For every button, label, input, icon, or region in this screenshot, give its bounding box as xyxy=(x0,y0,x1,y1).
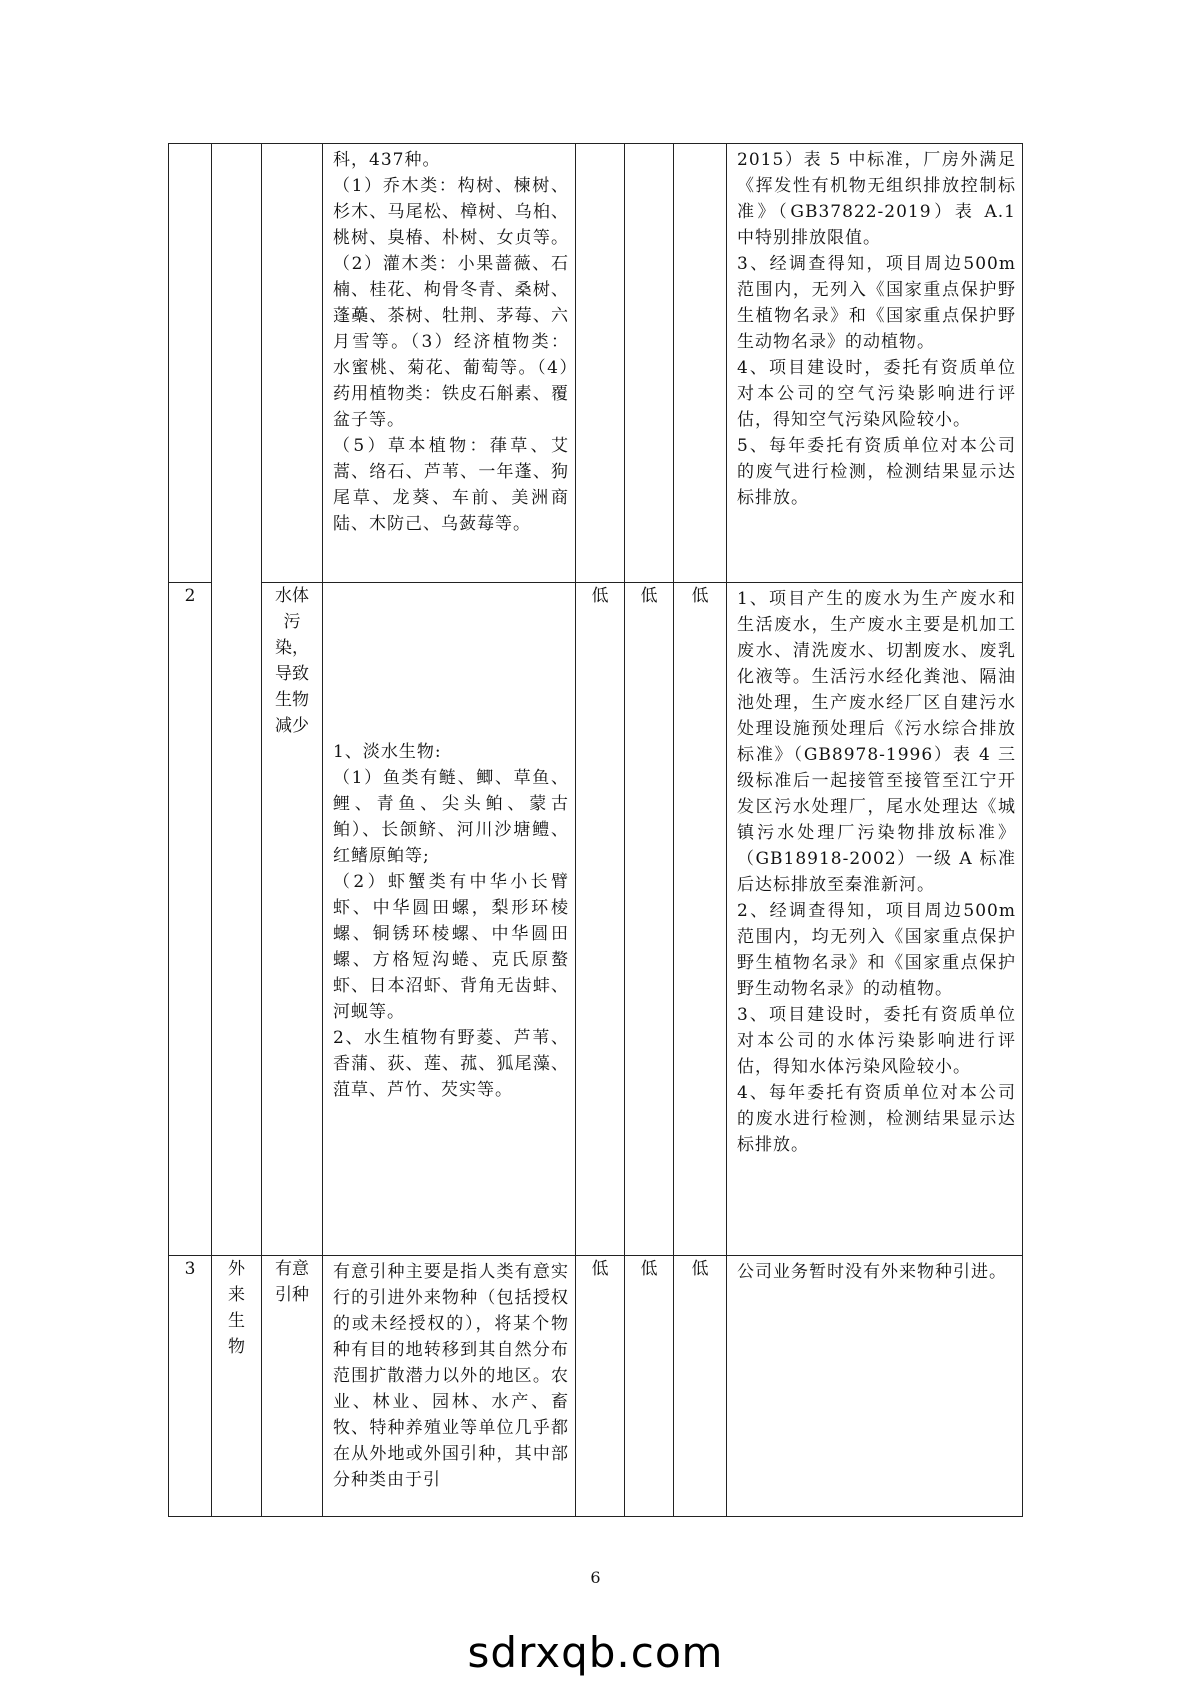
row1-risk-type-cell xyxy=(262,144,323,583)
row2-measures-cell xyxy=(727,583,1023,1256)
row2-species-text: 1、淡水生物: （1）鱼类有鲢、鲫、草鱼、鲤、青鱼、尖头鲌、蒙古鲌）、长颌鲚、河川沙塘鳢、红鳍原鲌等; （2）虾蟹类有中华小长臂虾、中华圆田螺，梨形环棱螺、铜锈环棱螺、中华圆田螺、方格短沟蜷、克氏原螯虾、日本沼虾、背角无齿蚌、河蚬等。 2、水生植物有野菱、芦苇、香蒲、荻、莲、菰、狐尾藻、菹草、芦竹、芡实等。 xyxy=(333,741,569,1100)
row3-category: 外 来 生 物 xyxy=(212,1256,262,1517)
row3-species-cell xyxy=(323,1256,576,1517)
row2-level-2: 低 xyxy=(625,583,674,1256)
row3-level-2: 低 xyxy=(625,1256,674,1517)
table-row xyxy=(169,144,1023,583)
row3-measures-cell xyxy=(727,1256,1023,1517)
risk-assessment-table xyxy=(168,143,1023,1517)
row2-level-3: 低 xyxy=(674,583,727,1256)
table-row xyxy=(169,1256,1023,1517)
row1-level-cell-1 xyxy=(576,144,625,583)
row3-species-text: 有意引种主要是指人类有意实行的引进外来物种（包括授权的或未经授权的），将某个物种有目的地转移到其自然分布范围扩散潜力以外的地区。农业、林业、园林、水产、畜牧、特种养殖业等单位几乎都在从外地或外国引种，其中部分种类由于引 xyxy=(333,1262,569,1490)
row1-species-text: 科，437种。 （1）乔木类：构树、楝树、杉木、马尾松、樟树、乌桕、桃树、臭椿、朴树、女贞等。（2）灌木类：小果蔷薇、石楠、桂花、枸骨冬青、桑树、蓬蘽、茶树、牡荆、茅莓、六月雪等。（3）经济植物类：水蜜桃、菊花、葡萄等。（4）药用植物类：铁皮石斛素、覆盆子等。 （5）草本植物：葎草、艾蒿、络石、芦苇、一年蓬、狗尾草、龙葵、车前、美洲商陆、木防己、乌蔹莓等。 xyxy=(333,150,569,534)
row2-number: 2 xyxy=(169,583,212,1256)
row1-measures-cell xyxy=(727,144,1023,583)
row3-risk-type: 有意 引种 xyxy=(262,1256,323,1517)
row2-measures-text: 1、项目产生的废水为生产废水和生活废水，生产废水主要是机加工废水、清洗废水、切割废水、废乳化液等。生活污水经化粪池、隔油池处理，生产废水经厂区自建污水处理设施预处理后《污水综合排放标准》（GB8978-1996）表 4 三级标准后一起接管至接管至江宁开发区污水处理厂，尾水处理达《城镇污水处理厂污染物排放标准》（GB18918-2002）一级 A 标准后达标排放至秦淮新河。 2、经调查得知，项目周边500m 范围内，均无列入《国家重点保护野生植物名录》和《国家重点保护野生动物名录》的动植物。 3、项目建设时，委托有资质单位对本公司的水体污染影响进行评估，得知水体污染风险较小。 4、每年委托有资质单位对本公司的废水进行检测，检测结果显示达标排放。 xyxy=(737,589,1016,1155)
row3-level-3: 低 xyxy=(674,1256,727,1517)
row1-measures-text: 2015）表 5 中标准，厂房外满足《挥发性有机物无组织排放控制标准》（GB37822-2019）表 A.1 中特别排放限值。 3、经调查得知，项目周边500m 范围内，无列入《国家重点保护野生植物名录》和《国家重点保护野生动物名录》的动植物。 4、项目建设时，委托有资质单位对本公司的空气污染影响进行评估，得知空气污染风险较小。 5、每年委托有资质单位对本公司的废气进行检测，检测结果显示达标排放。 xyxy=(737,150,1016,508)
row1-level-cell-2 xyxy=(625,144,674,583)
page-number: 6 xyxy=(590,1568,601,1587)
row3-number: 3 xyxy=(169,1256,212,1517)
row1-number-cell xyxy=(169,144,212,583)
row2-species-cell xyxy=(323,583,576,1256)
site-watermark: sdrxqb.com xyxy=(467,1628,724,1677)
row3-level-1: 低 xyxy=(576,1256,625,1517)
row3-measures-text: 公司业务暂时没有外来物种引进。 xyxy=(737,1262,1007,1282)
table-row xyxy=(169,583,1023,1256)
row1-species-cell xyxy=(323,144,576,583)
category-cell-merged xyxy=(212,144,262,1256)
row2-risk-type: 水体 污 染， 导致 生物 减少 xyxy=(262,583,323,1256)
row2-level-1: 低 xyxy=(576,583,625,1256)
row1-level-cell-3 xyxy=(674,144,727,583)
